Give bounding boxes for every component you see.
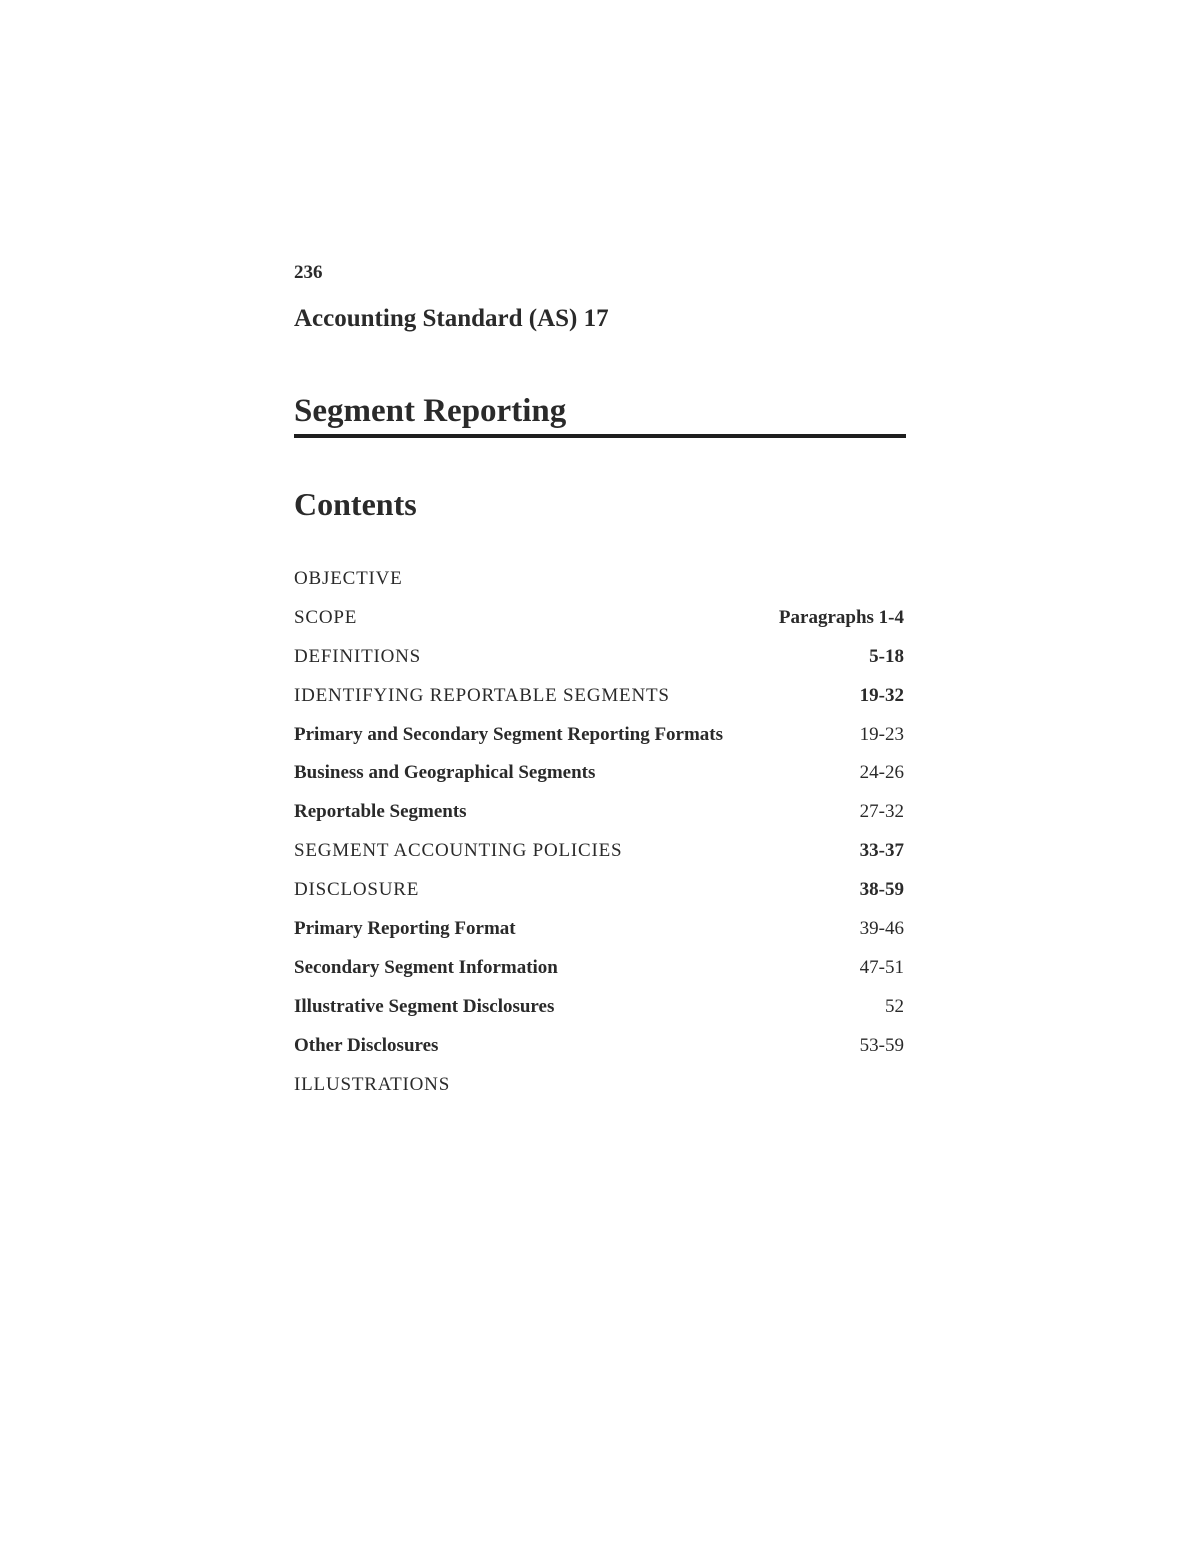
toc-entry-title: OBJECTIVE [294, 568, 403, 589]
table-of-contents [294, 567, 904, 1111]
toc-entry-title: DISCLOSURE [294, 879, 420, 901]
toc-entry-paragraphs: 52 [885, 995, 904, 1017]
toc-entry-paragraphs: 19-23 [859, 723, 904, 745]
toc-entry-secondary-segment-information [294, 956, 904, 995]
toc-entry-segment-accounting-policies [294, 839, 904, 878]
contents-heading: Contents [294, 486, 417, 522]
toc-entry-title: SCOPE [294, 606, 358, 628]
toc-entry-title: Secondary Segment Information [294, 956, 558, 978]
toc-entry-illustrations [294, 1073, 904, 1112]
toc-entry-title: Other Disclosures [294, 1034, 439, 1056]
toc-entry-disclosure [294, 878, 904, 917]
toc-entry-title: IDENTIFYING REPORTABLE SEGMENTS [294, 684, 670, 706]
page-number: 236 [294, 262, 323, 283]
standard-title: Accounting Standard (AS) 17 [294, 305, 609, 332]
toc-entry-paragraphs: 39-46 [859, 918, 904, 940]
toc-entry-paragraphs: 19-32 [859, 684, 904, 706]
toc-entry-scope [294, 606, 904, 645]
toc-entry-title: SEGMENT ACCOUNTING POLICIES [294, 840, 623, 862]
document-title: Segment Reporting [294, 393, 567, 429]
toc-entry-business-geographical-segments [294, 761, 904, 800]
toc-entry-identifying-reportable-segments [294, 684, 904, 723]
document-page [294, 0, 906, 1553]
toc-entry-title: Primary and Secondary Segment Reporting Formats [294, 723, 724, 745]
toc-entry-primary-reporting-format [294, 917, 904, 956]
toc-entry-title: Illustrative Segment Disclosures [294, 995, 555, 1017]
toc-entry-paragraphs: 47-51 [859, 956, 904, 978]
toc-entry-illustrative-segment-disclosures [294, 995, 904, 1034]
title-underline-rule [294, 434, 906, 438]
toc-entry-paragraphs: 5-18 [869, 645, 904, 667]
toc-entry-title: ILLUSTRATIONS [294, 1073, 451, 1095]
toc-entry-paragraphs: 38-59 [859, 879, 904, 901]
toc-entry-primary-secondary-formats [294, 723, 904, 762]
toc-entry-title: Primary Reporting Format [294, 918, 516, 940]
toc-entry-paragraphs: 33-37 [859, 840, 904, 862]
toc-entry-paragraphs: 27-32 [859, 801, 904, 823]
toc-entry-paragraphs: Paragraphs 1-4 [778, 606, 904, 628]
toc-entry-paragraphs: 53-59 [859, 1034, 904, 1056]
toc-entry-title: Business and Geographical Segments [294, 762, 596, 784]
toc-entry-reportable-segments [294, 800, 904, 839]
toc-entry-title: DEFINITIONS [294, 645, 422, 667]
toc-entry-objective [294, 567, 904, 606]
toc-entry-paragraphs: 24-26 [859, 762, 904, 784]
toc-entry-other-disclosures [294, 1034, 904, 1073]
toc-entry-title: Reportable Segments [294, 801, 467, 823]
toc-entry-definitions [294, 645, 904, 684]
